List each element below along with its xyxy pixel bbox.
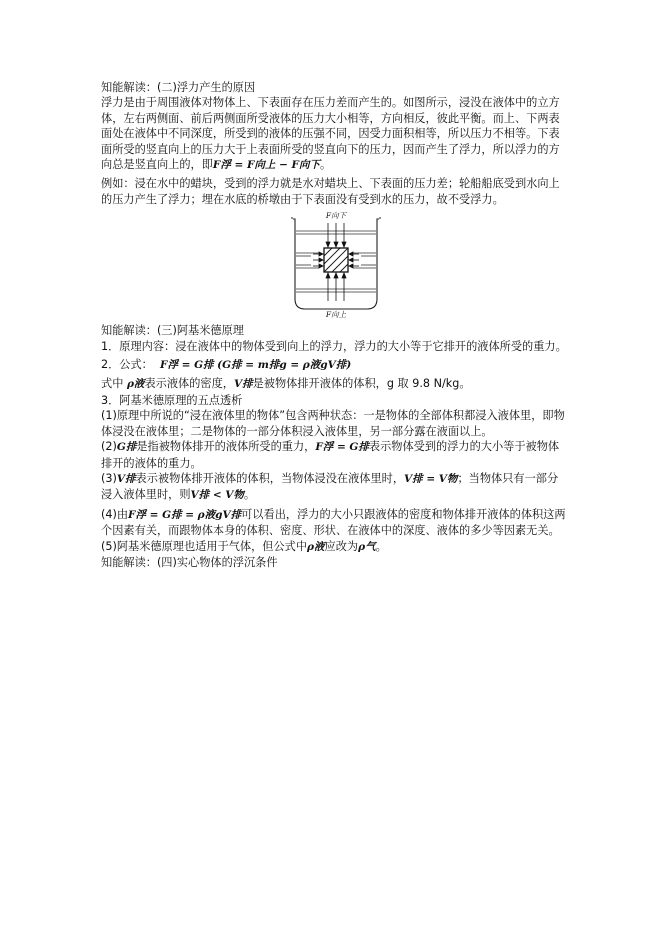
note-text: 是被物体排开液体的体积，g 取 9.8 N/kg。 xyxy=(252,377,471,391)
formula-f-equals-g: F浮 = G排 xyxy=(315,441,369,454)
formula-note xyxy=(101,376,569,392)
point-text: 可以看出，浮力的大小只跟液体的密度和物体排开液体的体积这两个因素有关，而跟物体本身的体积、密度、形状、在液体中的深度、液体的多少等因素无关。 xyxy=(101,507,566,538)
point-text: 。 xyxy=(375,539,387,553)
note-text: 表示液体的密度， xyxy=(144,377,234,391)
formula-v-less: V排 < V物 xyxy=(190,489,244,502)
section-title-archimedes: 知能解读：(三)阿基米德原理 xyxy=(101,324,244,338)
point-text: (5)阿基米德原理也适用于气体，但公式中 xyxy=(101,539,308,553)
symbol-rho-liquid: ρ液 xyxy=(307,540,325,553)
archimedes-item-2 xyxy=(101,357,569,373)
section-title-buoyancy-cause: 知能解读：(二)浮力产生的原因 xyxy=(101,81,256,94)
symbol-rho-gas: ρ气 xyxy=(358,540,376,553)
point-text: (4)由 xyxy=(101,507,129,521)
point-text: 。 xyxy=(243,488,256,502)
analysis-point-1: (1)原理中所说的“浸在液体里的物体”包含两种状态：一是物体的全部体积都浸入液体里，即物体浸没在液体里；二是物体的一部分体积浸入液体里，另一部分露在液面以上。 xyxy=(101,409,565,438)
point-text: (2) xyxy=(101,440,117,454)
analysis-point-3 xyxy=(101,471,569,504)
analysis-point-5 xyxy=(101,539,569,555)
label-force-up: F向上 xyxy=(325,310,347,320)
section-title-float-sink: 知能解读：(四)实心物体的浮沉条件 xyxy=(101,555,278,569)
symbol-v-displaced: V排 xyxy=(233,378,253,391)
point-text: 应改为 xyxy=(324,539,359,553)
formula-pressure-difference: F浮 = F向上 − F向下 xyxy=(212,159,320,172)
symbol-rho-liquid: ρ液 xyxy=(126,378,145,391)
label-force-down: F向下 xyxy=(325,211,347,221)
note-text: 式中 xyxy=(101,377,124,391)
formula-full-archimedes: F浮 = G排 = ρ液gV排 xyxy=(128,508,242,521)
point-text: 表示物体受到的浮力的大小等于被物体排开的液体的重力。 xyxy=(101,440,560,470)
example-paragraph: 例如：浸在水中的蜡块，受到的浮力就是水对蜡块上、下表面的压力差；轮船船底受到水向上的压力产生了浮力；埋在水底的桥墩由于下表面没有受到水的压力，故不受浮力。 xyxy=(101,177,560,206)
paragraph-end: 。 xyxy=(319,158,332,172)
point-text: 是指被物体排开的液体所受的重力， xyxy=(136,440,316,454)
symbol-v-displaced: V排 xyxy=(116,472,136,485)
point-text: 表示被物体排开液体的体积，当物体浸没在液体里时， xyxy=(135,471,405,485)
archimedes-item-3: 3．阿基米德原理的五点透析 xyxy=(101,393,243,407)
formula-v-equal: V排 = V物 xyxy=(404,472,458,485)
buoyancy-cause-paragraph xyxy=(101,95,569,173)
formula-archimedes: F浮 = G排 (G排 = m排g = ρ液gV排) xyxy=(160,359,352,372)
analysis-point-4 xyxy=(101,507,569,539)
analysis-point-2 xyxy=(101,439,569,471)
item-2-label: 2．公式： xyxy=(101,358,153,372)
archimedes-item-1: 1．原理内容：浸在液体中的物体受到向上的浮力，浮力的大小等于它排开的液体所受的重力。 xyxy=(101,339,567,353)
submerged-cube-figure xyxy=(289,209,383,319)
symbol-g-displaced: G排 xyxy=(116,441,137,454)
point-text: ；当物体只有一部分浸入液体里时，则 xyxy=(101,471,559,502)
point-text: (3) xyxy=(101,471,117,485)
paragraph-text: 浮力是由于周围液体对物体上、下表面存在压力差而产生的。如图所示，浸没在液体中的立方体，左右两侧面、前后两侧面所受液体的压力大小相等，方向相反，彼此平衡。而上、下两表面处在液体中不同深度，所受到的液体的压强不同，因受力面积相等，所以压力不相等。下表面所受的竖直向上的压力大于上表面所受的竖直向下的压力，因而产生了浮力，所以浮力的方向总是竖直向上的，即 xyxy=(101,96,560,172)
document-page xyxy=(101,80,569,570)
